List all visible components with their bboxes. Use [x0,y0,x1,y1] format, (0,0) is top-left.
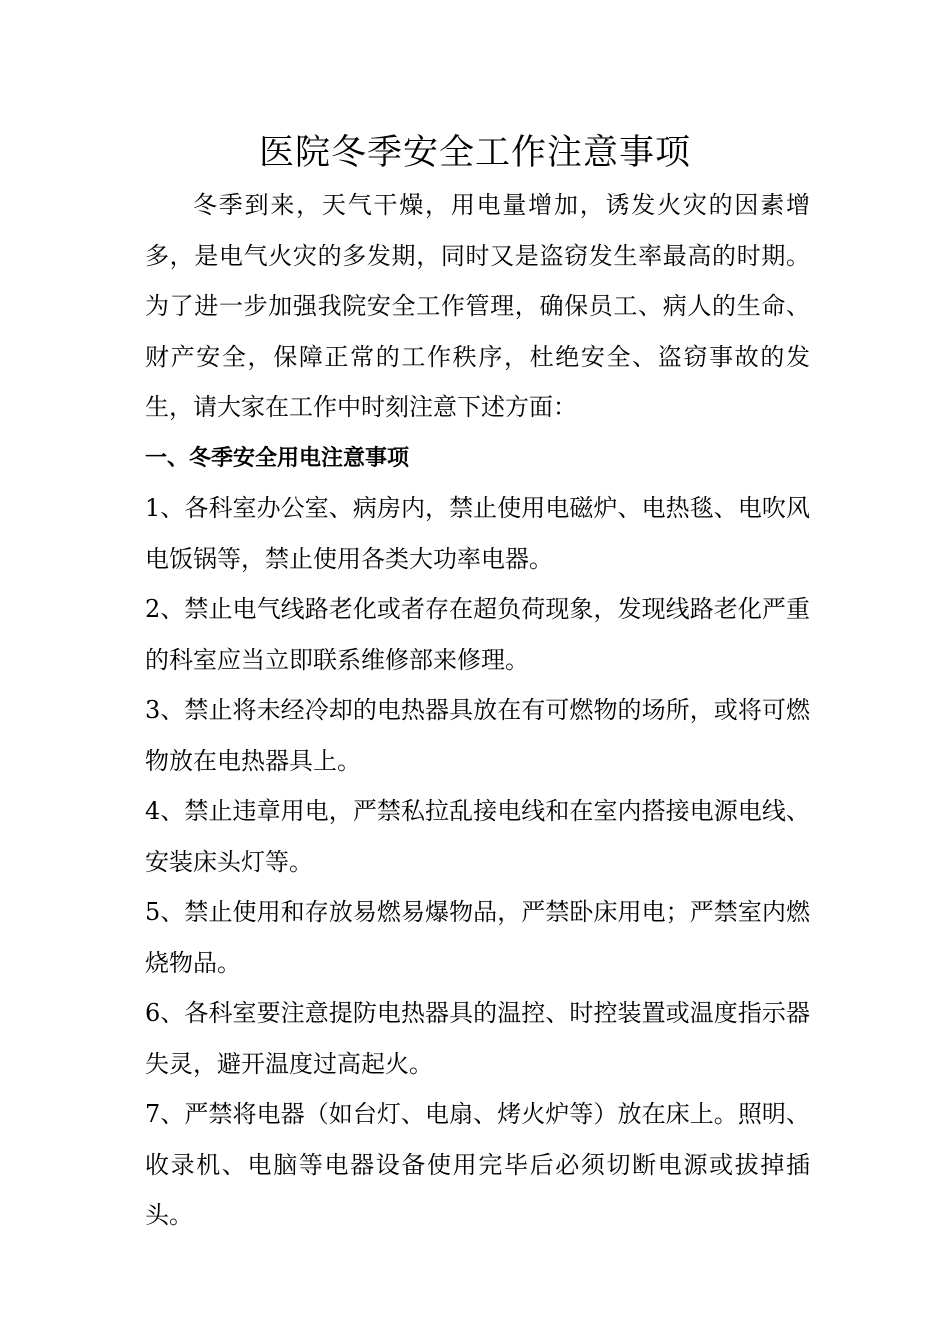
document-body [145,180,810,1241]
list-item: 3、禁止将未经冷却的电热器具放在有可燃物的场所，或将可燃物放在电热器具上。 [145,696,810,775]
section-heading: 一、冬季安全用电注意事项 [145,444,410,471]
list-item: 6、各科室要注意提防电热器具的温控、时控装置或温度指示器失灵，避开温度过高起火。 [145,999,810,1078]
list-item: 2、禁止电气线路老化或者存在超负荷现象，发现线路老化严重的科室应当立即联系维修部来修理。 [145,595,810,674]
intro-paragraph: 冬季到来，天气干燥，用电量增加，诱发火灾的因素增多，是电气火灾的多发期，同时又是盗窃发生率最高的时期。为了进一步加强我院安全工作管理，确保员工、病人的生命、财产安全，保障正常的工作秩序，杜绝安全、盗窃事故的发生，请大家在工作中时刻注意下述方面： [145,191,810,421]
list-item: 7、严禁将电器（如台灯、电扇、烤火炉等）放在床上。照明、收录机、电脑等电器设备使用完毕后必须切断电源或拔掉插头。 [145,1100,810,1229]
list-item: 1、各科室办公室、病房内，禁止使用电磁炉、电热毯、电吹风电饭锅等，禁止使用各类大功率电器。 [145,494,810,573]
list-item: 5、禁止使用和存放易燃易爆物品，严禁卧床用电；严禁室内燃烧物品。 [145,898,810,977]
list-item: 4、禁止违章用电，严禁私拉乱接电线和在室内搭接电源电线、 安装床头灯等。 [145,797,810,876]
document-title: 医院冬季安全工作注意事项 [258,133,691,173]
